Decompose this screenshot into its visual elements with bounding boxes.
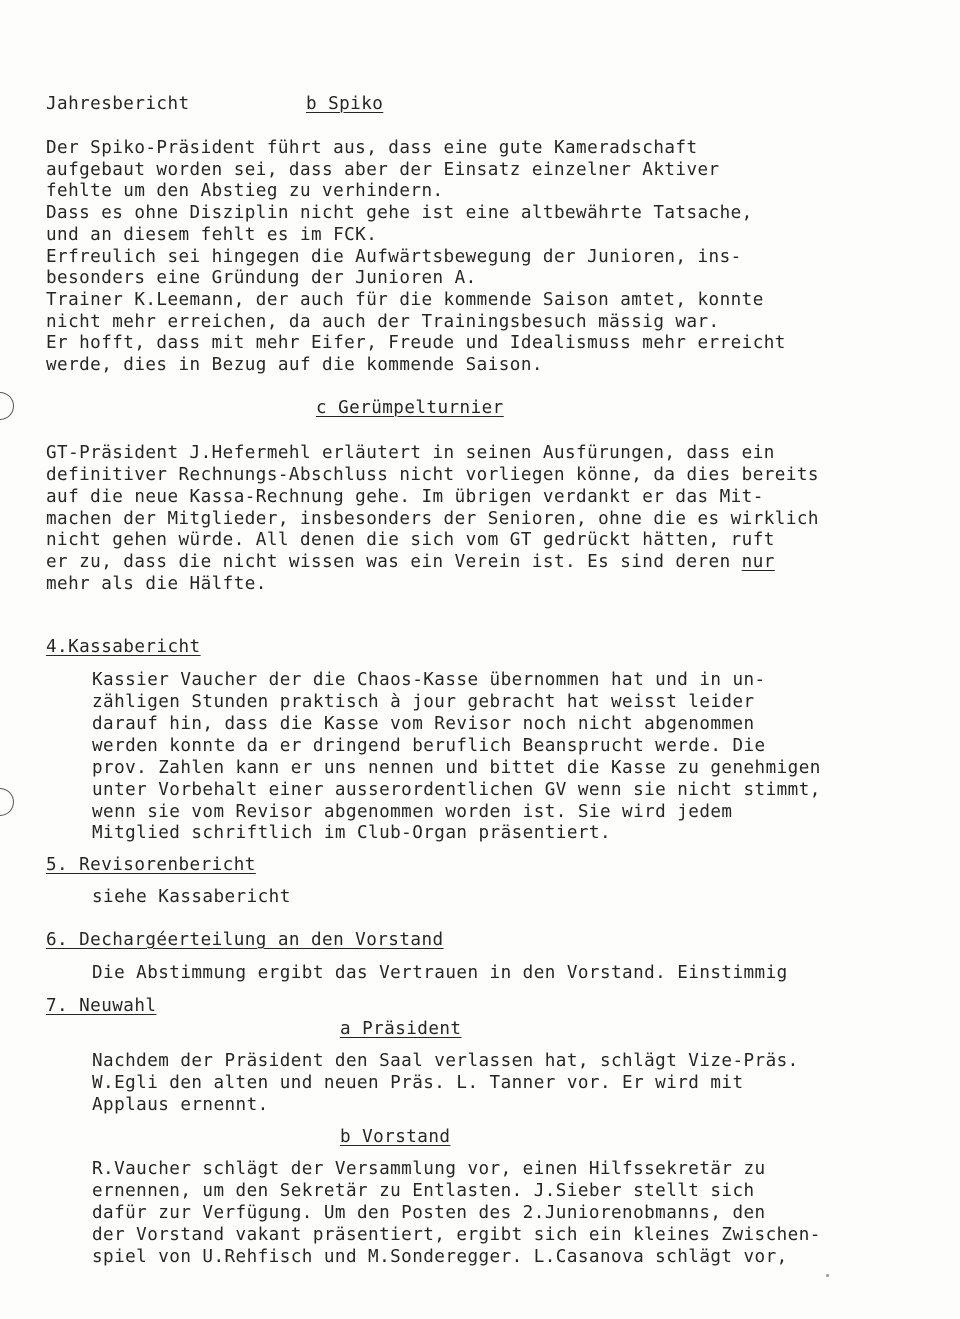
- paragraph-line: definitiver Rechnungs-Abschluss nicht vorliegen könne, da dies bereits: [46, 465, 819, 485]
- paragraph-line: zähligen Stunden praktisch à jour gebracht hat weisst leider: [92, 692, 755, 712]
- paragraph-line: Er hofft, dass mit mehr Eifer, Freude und Idealismuss mehr erreicht: [46, 333, 786, 353]
- paragraph-line: auf die neue Kassa-Rechnung gehe. Im übrigen verdankt er das Mit-: [46, 487, 764, 507]
- punch-hole-mark-bottom: [0, 788, 14, 816]
- paragraph-line: Kassier Vaucher der die Chaos-Kasse übernommen hat und in un-: [92, 670, 766, 690]
- paragraph-line: GT-Präsident J.Hefermehl erläutert in seinen Ausfürungen, dass ein: [46, 443, 775, 463]
- paragraph-line: nicht gehen würde. All denen die sich vom GT gedrückt hätten, ruft: [46, 530, 775, 550]
- paragraph-line: siehe Kassabericht: [92, 887, 291, 907]
- paragraph-line: besonders eine Gründung der Junioren A.: [46, 268, 477, 288]
- underlined-word: nur: [741, 552, 775, 572]
- heading-jahresbericht: Jahresbericht: [46, 94, 190, 114]
- paragraph-line: dafür zur Verfügung. Um den Posten des 2.Juniorenobmanns, den: [92, 1203, 766, 1223]
- heading-spiko: b Spiko: [306, 94, 384, 114]
- paragraph-line: unter Vorbehalt einer ausserordentlichen GV wenn sie nicht stimmt,: [92, 780, 821, 800]
- paragraph-line: der Vorstand vakant präsentiert, ergibt sich ein kleines Zwischen-: [92, 1225, 821, 1245]
- heading-praesident: a Präsident: [340, 1019, 462, 1039]
- heading-revisorenbericht: 5. Revisorenbericht: [46, 855, 256, 875]
- punch-hole-mark-top: [0, 392, 14, 420]
- paragraph-line: Trainer K.Leemann, der auch für die kommende Saison amtet, konnte: [46, 290, 764, 310]
- paragraph-line: aufgebaut worden sei, dass aber der Einsatz einzelner Aktiver: [46, 160, 720, 180]
- paragraph-line: [46, 552, 775, 573]
- paragraph-line: mehr als die Hälfte.: [46, 574, 267, 594]
- paragraph-line: machen der Mitglieder, insbesonders der Senioren, ohne die es wirklich: [46, 509, 819, 529]
- paragraph-line: R.Vaucher schlägt der Versammlung vor, einen Hilfssekretär zu: [92, 1159, 766, 1179]
- paragraph-line: Mitglied schriftlich im Club-Organ präsentiert.: [92, 823, 611, 843]
- paragraph-line: werde, dies in Bezug auf die kommende Saison.: [46, 355, 543, 375]
- paragraph-line: prov. Zahlen kann er uns nennen und bittet die Kasse zu genehmigen: [92, 758, 821, 778]
- paragraph-line: W.Egli den alten und neuen Präs. L. Tanner vor. Er wird mit: [92, 1073, 744, 1093]
- paragraph-line: Der Spiko-Präsident führt aus, dass eine gute Kameradschaft: [46, 138, 698, 158]
- paragraph-line: nicht mehr erreichen, da auch der Trainingsbesuch mässig war.: [46, 312, 720, 332]
- paragraph-line: werden konnte da er dringend beruflich Beansprucht werde. Die: [92, 736, 766, 756]
- dust-speck: [826, 1274, 829, 1277]
- paragraph-line: Nachdem der Präsident den Saal verlassen hat, schlägt Vize-Präs.: [92, 1051, 799, 1071]
- paragraph-line-text: er zu, dass die nicht wissen was ein Verein ist. Es sind deren: [46, 552, 742, 572]
- paragraph-line: Erfreulich sei hingegen die Aufwärtsbewegung der Junioren, ins-: [46, 247, 742, 267]
- paragraph-line: ernennen, um den Sekretär zu Entlasten. J.Sieber stellt sich: [92, 1181, 755, 1201]
- heading-kassabericht: 4.Kassabericht: [46, 637, 201, 657]
- paragraph-line: Applaus ernennt.: [92, 1095, 269, 1115]
- paragraph-line: spiel von U.Rehfisch und M.Sonderegger. L.Casanova schlägt vor,: [92, 1247, 788, 1267]
- heading-dechargeerteilung: 6. Dechargéerteilung an den Vorstand: [46, 930, 444, 950]
- paragraph-line: wenn sie vom Revisor abgenommen worden ist. Sie wird jedem: [92, 802, 733, 822]
- heading-geruempelturnier: c Gerümpelturnier: [316, 398, 504, 418]
- paragraph-line: darauf hin, dass die Kasse vom Revisor noch nicht abgenommen: [92, 714, 755, 734]
- paragraph-line: fehlte um den Abstieg zu verhindern.: [46, 181, 444, 201]
- paragraph-line: Dass es ohne Disziplin nicht gehe ist eine altbewährte Tatsache,: [46, 203, 753, 223]
- heading-neuwahl: 7. Neuwahl: [46, 996, 157, 1016]
- paragraph-line: Die Abstimmung ergibt das Vertrauen in den Vorstand. Einstimmig: [92, 963, 788, 983]
- paragraph-line: und an diesem fehlt es im FCK.: [46, 225, 378, 245]
- heading-vorstand: b Vorstand: [340, 1127, 451, 1147]
